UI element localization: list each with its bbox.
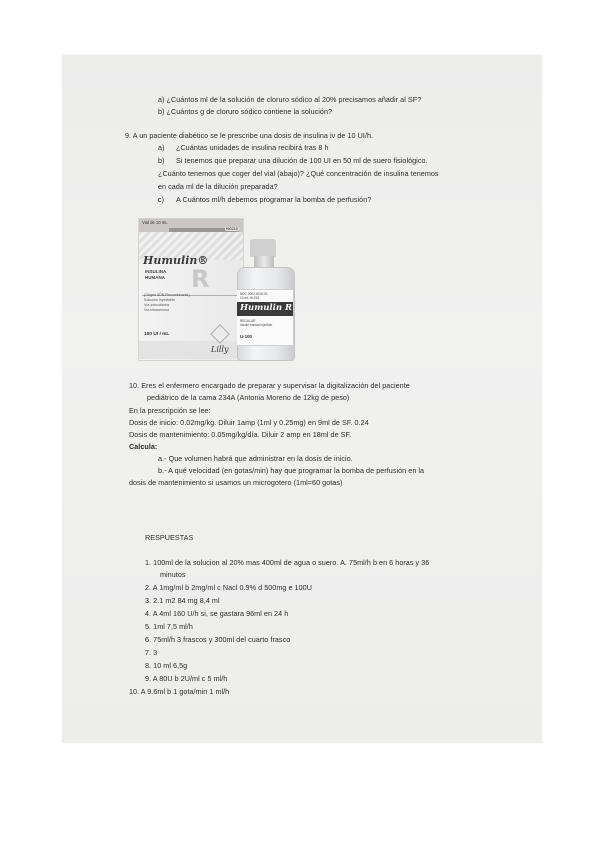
question-10b-line2: dosis de mantenimiento si usamos un microgotero (1ml=60 gotas)	[129, 478, 343, 487]
answer-4: 4. A 4ml 160 U/h si, se gastara 96ml en 24 h	[145, 609, 289, 618]
question-10b-line1: b.- A qué velocidad (en gotas/min) hay que programar la bomba de perfusión en la	[158, 466, 425, 475]
question-8a: a) ¿Cuántos ml de la solución de cloruro sódico al 20% precisamos añadir al SF?	[158, 95, 422, 104]
box-code: HI0210	[225, 227, 238, 231]
question-8b: b) ¿Cuántos g de cloruro sódico contiene la solución?	[158, 107, 333, 116]
answer-8: 8. 10 ml 6,5g	[145, 661, 188, 670]
question-9c-letter: c)	[158, 195, 165, 204]
insulin-photo	[138, 215, 298, 362]
question-9c: A Cuántos ml/h debemos programar la bomba de perfusión?	[176, 195, 372, 204]
box-detail-4: Vía intravenosa	[144, 308, 169, 312]
box-concentration: 100 UI / mL	[144, 332, 170, 337]
box-subtitle	[145, 269, 166, 281]
vial-fine-2: 10 mL HI-210	[240, 296, 260, 300]
answer-1: 1. 100ml de la solucion al 20% mas 400ml de agua o suero. A. 75ml/h b en 6 horas y 36	[145, 558, 430, 567]
vial-concentration: U-100	[240, 334, 252, 339]
question-10a: a.- Que volumen habrá que administrar en la dosis de inicio.	[158, 454, 353, 463]
vial-fine-1: NDC 0002-8215-01	[240, 292, 268, 296]
answer-5: 5. 1ml 7,5 ml/h	[145, 622, 193, 631]
answer-2: 2. A 1mg/ml b 2mg/ml c Nacl 0.9% d 500mg e 100U	[145, 583, 312, 592]
question-9b-letter: b)	[158, 156, 165, 165]
question-9b-line3: en cada ml de la dilución preparada?	[158, 182, 278, 191]
question-9-stem: 9. A un paciente diabético se le prescribe una dosis de insulina iv de 10 UI/h.	[125, 131, 374, 140]
question-10-line4: Dosis de inicio: 0.02mg/kg. Diluir 1amp (1ml y 0.25mg) en 9ml de SF. 0.24	[129, 418, 369, 427]
vial-fine-bottom	[240, 319, 272, 327]
question-9a: ¿Cuántas unidades de insulina recibirá tras 8 h	[176, 143, 329, 152]
question-10-line1: 10. Eres el enfermero encargado de preparar y supervisar la digitalización del paciente	[129, 381, 410, 390]
vial-label	[237, 289, 293, 346]
answer-9: 9. A 80U b 2U/ml c 5 ml/h	[145, 674, 228, 683]
vial-fine-top	[240, 292, 268, 300]
box-brand: Humulin®	[143, 254, 209, 267]
answer-7: 7. 3	[145, 648, 158, 657]
vial-brand: Humulin R	[240, 303, 293, 313]
box-manufacturer: Lilly	[211, 345, 229, 354]
answer-6: 6. 75ml/h 3 frascos y 300ml del cuarto frasco	[145, 635, 291, 644]
box-detail-2: Solución Inyectable	[144, 298, 176, 302]
box-detail-3: Vía subcutánea	[144, 303, 169, 307]
question-10-line3: En la prescripción se lee:	[129, 406, 211, 415]
box-subtitle-line2: HUMANA	[145, 275, 165, 280]
box-detail-1: (Origen ADN Recombinante)	[144, 293, 190, 297]
question-9a-letter: a)	[158, 143, 165, 152]
answer-3: 3. 2.1 m2 84 mg 8,4 ml	[145, 596, 220, 605]
vial-fine-3: REGULAR	[240, 319, 256, 323]
insulin-box	[138, 218, 244, 361]
answers-title: RESPUESTAS	[145, 533, 194, 542]
answer-10: 10. A 9.6ml b 1 gota/min 1 ml/h	[129, 687, 230, 696]
question-10-calcula: Calcula:	[129, 442, 158, 451]
vial-fine-4: insulin human injection	[240, 323, 273, 327]
box-volume-text: Vial de 10 mL	[142, 220, 168, 225]
question-9b-line2: ¿Cuánto tenemos que coger del vial (abajo)? ¿Qué concentración de insulina tenemos	[158, 169, 439, 178]
box-subtitle-line1: INSULINA	[145, 269, 167, 274]
question-9b-line1: Si tenemos que preparar una dilución de 100 UI en 50 ml de suero fisiológico.	[176, 156, 428, 165]
question-10-line2: pediátrico de la cama 234A (Antonia Moreno de 12kg de peso)	[147, 393, 350, 402]
vial-cap	[250, 239, 276, 257]
question-10-line5: Dosis de mantenimiento: 0.05mg/kg/día. Diluir 2 amp en 18ml de SF.	[129, 430, 352, 439]
box-details	[144, 293, 190, 313]
box-r-mark: R	[191, 265, 210, 293]
answer-1-cont: minutos	[160, 570, 186, 579]
insulin-vial	[236, 239, 296, 361]
